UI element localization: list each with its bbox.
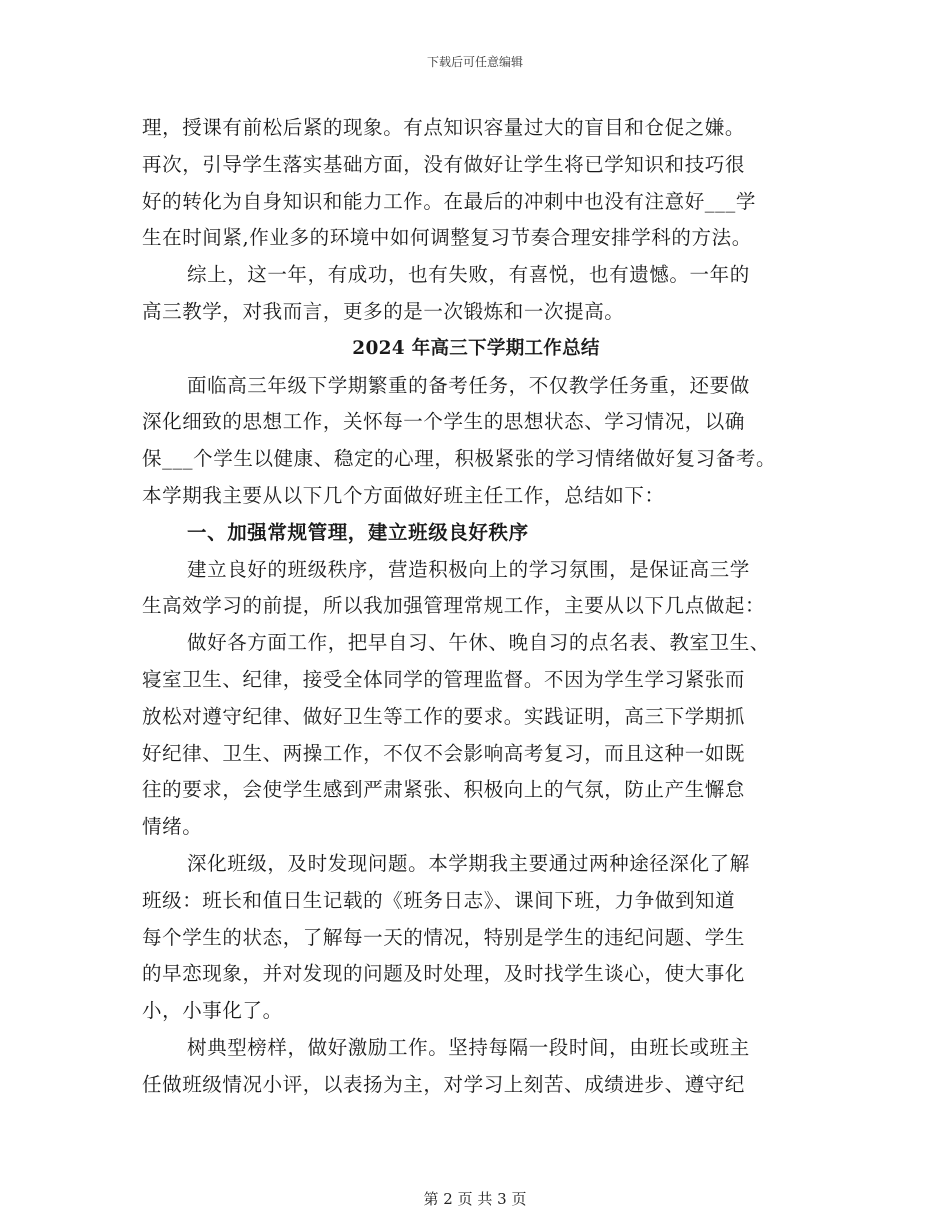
text-line: 再次，引导学生落实基础方面，没有做好让学生将已学知识和技巧很 (142, 152, 746, 176)
text-line: 深化班级，及时发现问题。本学期我主要通过两种途径深化了解 (187, 851, 750, 875)
text-line: 的早恋现象，并对发现的问题及时处理，及时找学生谈心，使大事化 (142, 962, 746, 986)
text-line: 放松对遵守纪律、做好卫生等工作的要求。实践证明，高三下学期抓 (142, 704, 746, 728)
text-line: 理，授课有前松后紧的现象。有点知识容量过大的盲目和仓促之嫌。 (142, 116, 746, 139)
text-line: 保___个学生以健康、稳定的心理，积极紧张的学习情绪做好复习备考。 (142, 447, 777, 471)
text-line: 做好各方面工作，把早自习、午休、晚自习的点名表、教室卫生、 (187, 631, 770, 655)
page-footer: 第 2 页 共 3 页 (423, 1190, 527, 1208)
text-line: 本学期我主要从以下几个方面做好班主任工作，总结如下： (142, 483, 665, 507)
text-line: 深化细致的思想工作，关怀每一个学生的思想状态、学习情况，以确 (142, 410, 746, 434)
subsection-heading: 一、加强常规管理，建立班级良好秩序 (187, 520, 529, 544)
text-line: 生高效学习的前提，所以我加强管理常规工作，主要从以下几点做起： (142, 594, 766, 618)
text-line: 每个学生的状态，了解每一天的情况，特别是学生的违纪问题、学生 (142, 925, 746, 949)
text-line: 班级：班长和值日生记载的《班务日志》、课间下班，力争做到知道 (142, 888, 736, 912)
text-line: 面临高三年级下学期繁重的备考任务，不仅教学任务重，还要做 (187, 373, 750, 397)
text-line: 寝室卫生、纪律，接受全体同学的管理监督。不因为学生学习紧张而 (142, 667, 746, 691)
text-line: 高三教学，对我而言，更多的是一次锻炼和一次提高。 (142, 299, 625, 323)
text-line: 综上，这一年，有成功，也有失败，有喜悦，也有遗憾。一年的 (187, 263, 750, 287)
document-body (142, 110, 810, 1104)
text-line: 好的转化为自身知识和能力工作。在最后的冲刺中也没有注意好___学 (142, 189, 756, 213)
text-line: 小，小事化了。 (142, 999, 283, 1023)
text-line: 建立良好的班级秩序，营造积极向上的学习氛围，是保证高三学 (187, 557, 750, 581)
text-line: 好纪律、卫生、两操工作，不仅不会影响高考复习，而且这种一如既 (142, 741, 746, 765)
section-title: 2024 年高三下学期工作总结 (352, 337, 600, 359)
text-line: 树典型榜样，做好激励工作。坚持每隔一段时间，由班长或班主 (187, 1035, 750, 1059)
text-line: 任做班级情况小评，以表扬为主，对学习上刻苦、成绩进步、遵守纪 (142, 1072, 746, 1096)
text-line: 往的要求，会使学生感到严肃紧张、积极向上的气氛，防止产生懈怠 (142, 778, 746, 802)
text-line: 情绪。 (142, 815, 203, 839)
page-header: 下载后可任意编辑 (426, 55, 523, 69)
text-line: 生在时间紧,作业多的环境中如何调整复习节奏合理安排学科的方法。 (142, 226, 752, 250)
